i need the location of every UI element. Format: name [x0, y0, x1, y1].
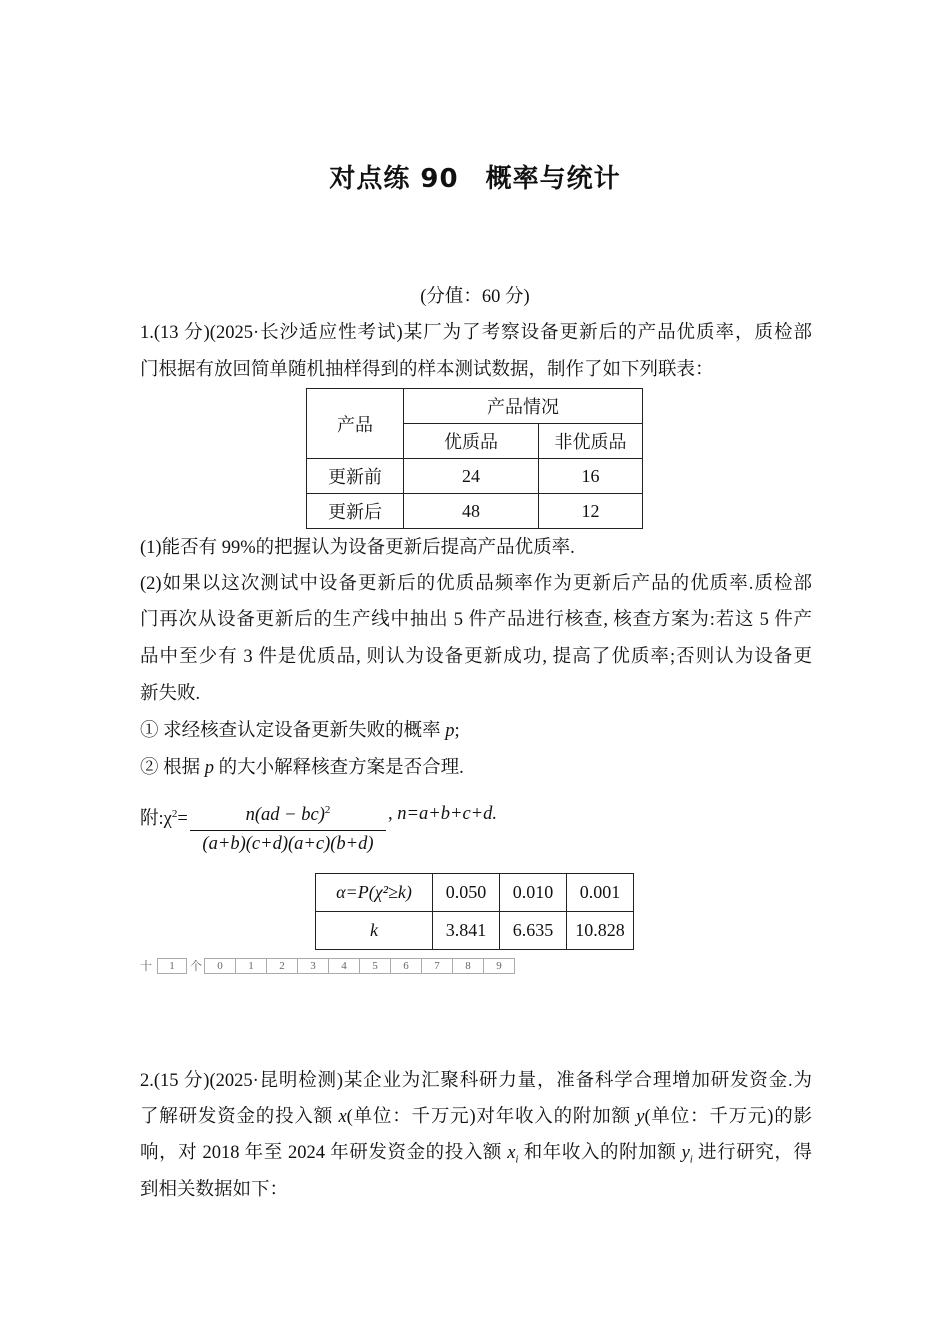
crit-k-value: 3.841	[433, 912, 500, 950]
fraction-bar	[190, 830, 386, 831]
digit-box[interactable]: 7	[421, 958, 453, 974]
fraction-numerator: n(ad − bc)$^2$	[245, 804, 331, 826]
score-note: (分值：60 分)	[420, 287, 530, 307]
sub-1-end: ;	[454, 721, 460, 741]
digit-box[interactable]: 3	[297, 958, 329, 974]
crit-head-k: k	[316, 912, 433, 950]
row-label: 更新前	[307, 459, 404, 494]
digit-box[interactable]: 8	[452, 958, 484, 974]
table-row	[307, 459, 643, 494]
q1-part-1: (1)能否有 99%的把握认为设备更新后提高产品优质率.	[140, 538, 575, 558]
cell-value: 16	[539, 459, 643, 494]
page-title: 对点练 90 概率与统计	[329, 164, 621, 194]
digit-box[interactable]: 1	[235, 958, 267, 974]
cell-value: 48	[404, 494, 539, 529]
digit-box[interactable]: 5	[359, 958, 391, 974]
q1-part-2-line-1: (2)如果以这次测试中设备更新后的优质品频率作为更新后产品的优质率.质检部	[140, 574, 812, 594]
tens-value-box[interactable]: 1	[157, 958, 187, 974]
q1-stem-line-1: 1.(13 分)(2025·长沙适应性考试)某厂为了考察设备更新后的产品优质率，质检部	[140, 323, 812, 343]
var-y: y	[636, 1107, 645, 1127]
q1-part-2-line-4: 新失败.	[140, 684, 201, 704]
q2-stem-line-1: 2.(15 分)(2025·昆明检测)某企业为汇聚科研力量，准备科学合理增加研发资金.为	[140, 1071, 812, 1091]
critical-value-table	[315, 873, 634, 950]
tens-label: 十	[140, 959, 153, 973]
q1-sub-question-1	[140, 716, 812, 742]
units-label: 个	[190, 959, 203, 973]
var-y-i: y	[681, 1143, 690, 1163]
crit-alpha-value: 0.050	[433, 874, 500, 912]
table-row	[307, 494, 643, 529]
sub-2-text: 的大小解释核查方案是否合理.	[214, 758, 464, 778]
digit-box[interactable]: 2	[266, 958, 298, 974]
digit-box[interactable]: 6	[390, 958, 422, 974]
digit-box[interactable]: 4	[328, 958, 360, 974]
row-label: 更新后	[307, 494, 404, 529]
table-col-header-not-good: 非优质品	[539, 424, 643, 459]
q1-part-2-line-3: 品中至少有 3 件是优质品, 则认为设备更新成功, 提高了优质率;否则认为设备更	[140, 647, 812, 667]
table-col-header-good: 优质品	[404, 424, 539, 459]
digit-box[interactable]: 9	[483, 958, 515, 974]
formula-prefix: 附$:\chi^2=$	[140, 807, 188, 829]
table-corner-cell: 产品	[307, 389, 404, 459]
q1-sub-question-2	[140, 753, 812, 779]
crit-k-value: 10.828	[567, 912, 634, 950]
q2-stem-line-4: 到相关数据如下：	[140, 1180, 289, 1200]
var-x-i: x	[507, 1143, 516, 1163]
crit-head-alpha: α=P(χ²≥k)	[316, 874, 433, 912]
sub-2-prefix: ② 根据	[140, 758, 205, 778]
q1-stem-line-2: 门根据有放回简单随机抽样得到的样本测试数据，制作了如下列联表：	[140, 360, 714, 380]
cell-value: 24	[404, 459, 539, 494]
q2-stem-line-2: 了解研发资金的投入额 x(单位：千万元)对年收入的附加额 y(单位：千万元)的影	[140, 1107, 813, 1127]
fraction-denominator: (a+b)(c+d)(a+c)(b+d)	[202, 834, 374, 854]
crit-k-value: 6.635	[500, 912, 567, 950]
crit-alpha-value: 0.010	[500, 874, 567, 912]
q2-stem-line-3: 响，对 2018 年至 2024 年研发资金的投入额 $x_i$ 和年收入的附加额 $y_i$ 进行研究，得	[140, 1143, 812, 1166]
formula-suffix: , n=a+b+c+d.	[388, 804, 498, 824]
var-p: p	[204, 758, 215, 778]
var-x: x	[338, 1107, 347, 1127]
digit-box[interactable]: 0	[204, 958, 236, 974]
q1-part-2-line-2: 门再次从设备更新后的生产线中抽出 5 件产品进行核查, 核查方案为:若这 5 件产	[140, 610, 812, 630]
crit-alpha-value: 0.001	[567, 874, 634, 912]
sub-1-text: ① 求经核查认定设备更新失败的概率	[140, 721, 446, 741]
var-p: p	[445, 721, 455, 741]
table-group-header: 产品情况	[404, 389, 643, 424]
contingency-table	[306, 388, 643, 529]
cell-value: 12	[539, 494, 643, 529]
